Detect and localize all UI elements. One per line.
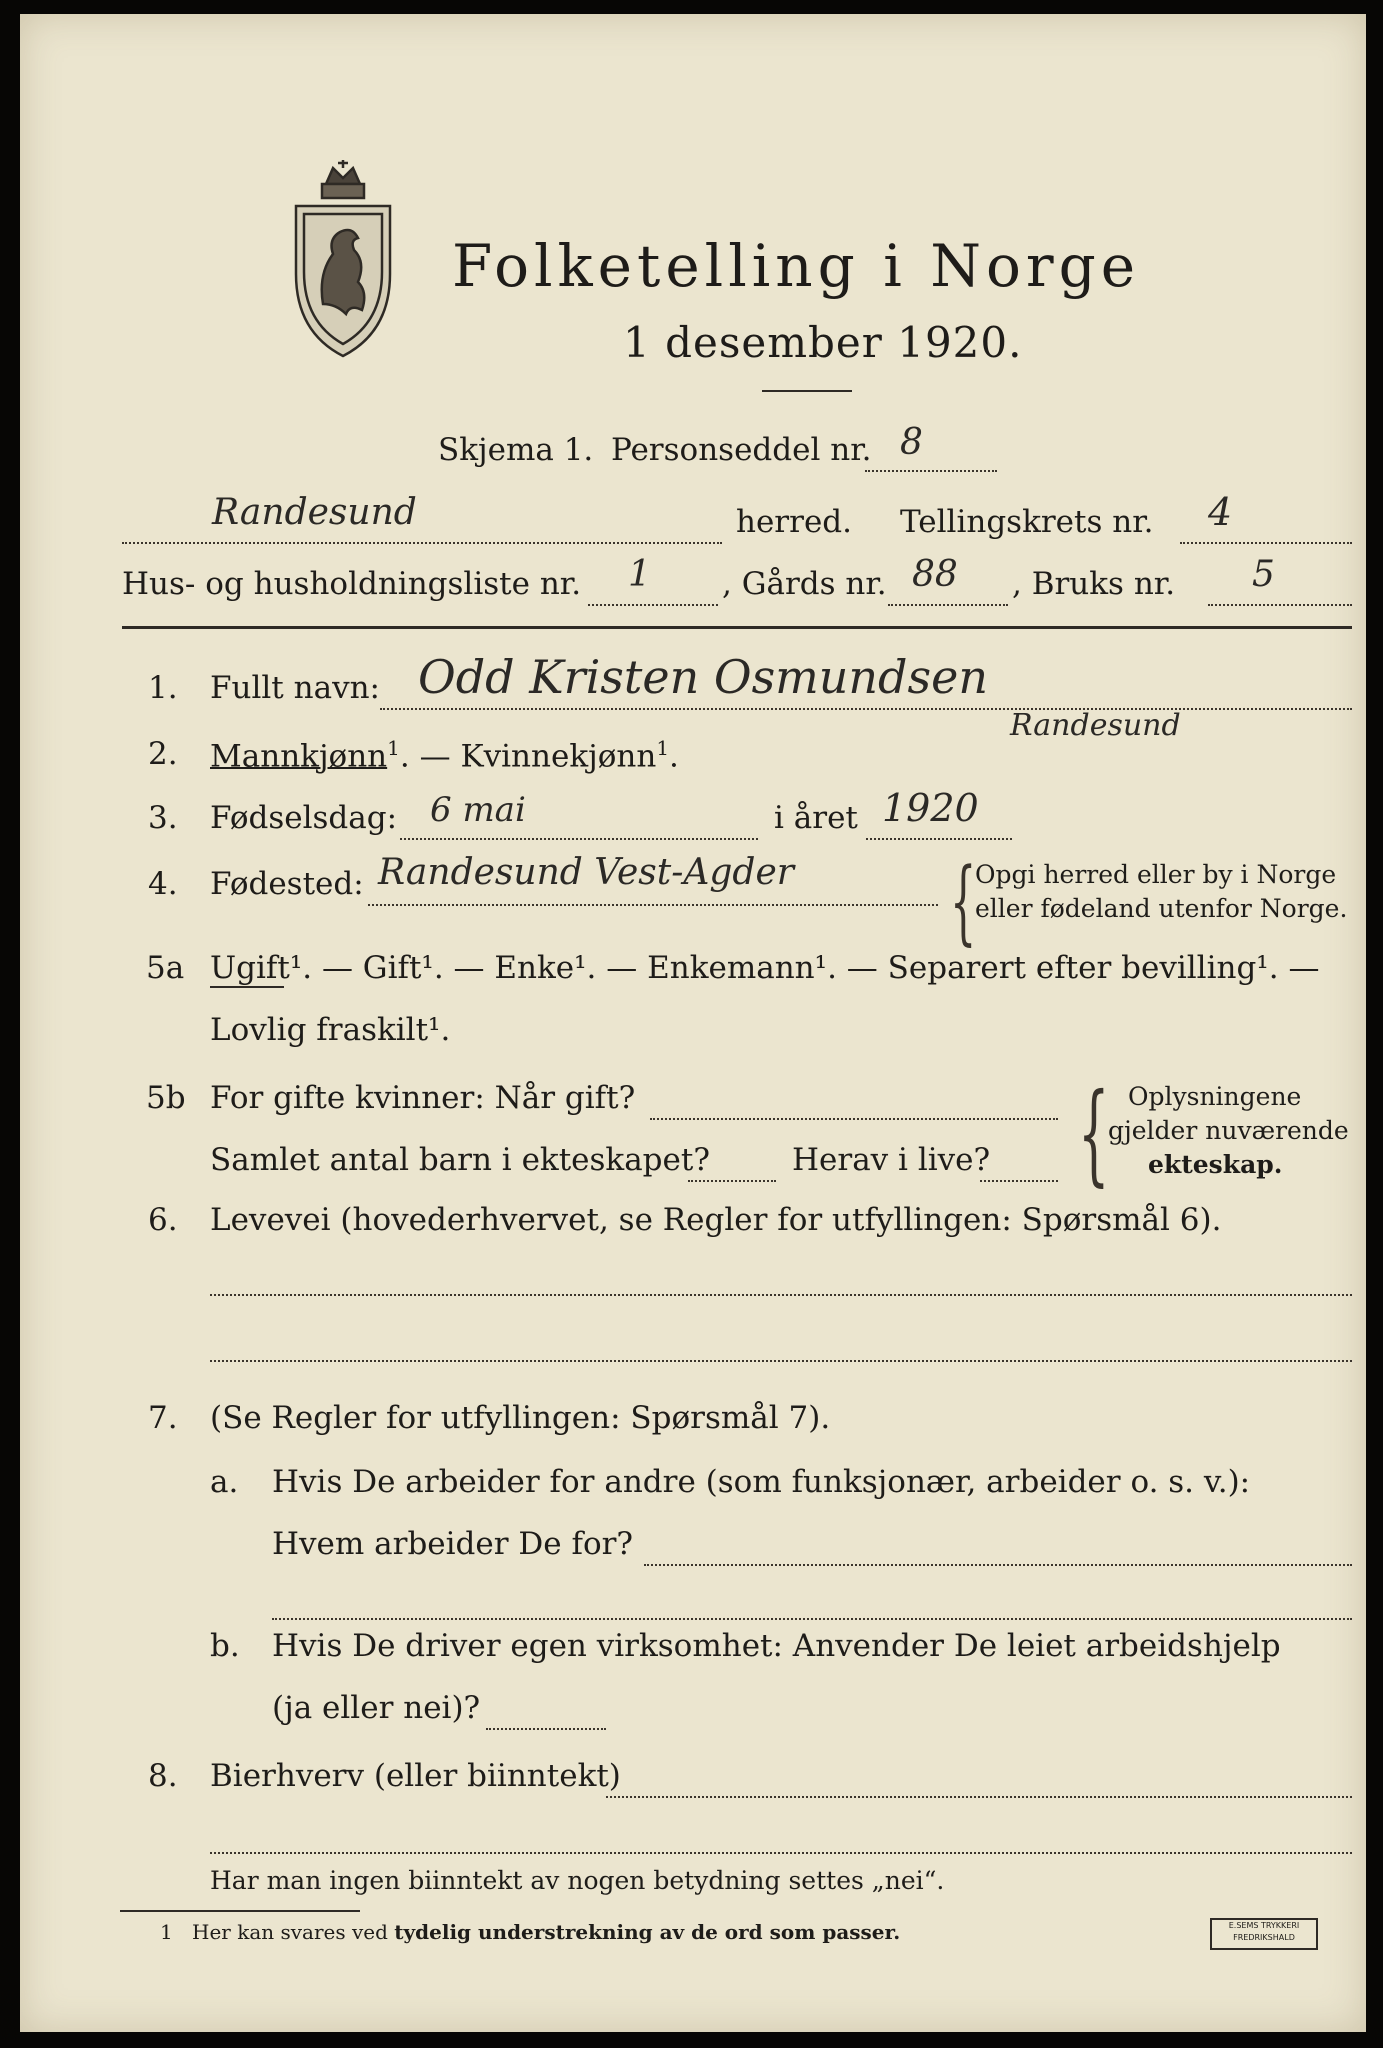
q7b-text-2: (ja eller nei)? — [272, 1690, 481, 1726]
q1-number: 1. — [148, 670, 178, 706]
q5b-note-2: gjelder nuværende — [1108, 1116, 1349, 1145]
side-income-note: Har man ingen biinntekt av nogen betydning settes „nei“. — [210, 1866, 945, 1895]
side-income-field[interactable] — [606, 1796, 1352, 1798]
q8-text: Bierhverv (eller biinntekt) — [210, 1758, 621, 1794]
side-income-field-2[interactable] — [210, 1852, 1352, 1854]
option-mannkjonn[interactable]: Mannkjønn — [210, 738, 388, 775]
gards-value[interactable]: 88 — [912, 554, 958, 595]
census-form-page: Folketelling i Norge 1 desember 1920. Skjema 1. Personseddel nr. 8 Randesund herred. Tellingskrets nr. 4 Hus- og husholdningsliste nr. 1 , Gårds nr. 88 , Bruks nr. 5 1. Fullt navn: Odd Kristen Osmundsen Randesund 2. Mannkjønn$^1$. — Kvinnekjønn$^1$. 3. Fødselsdag: 6 mai i året 1920 4. Fødested: Randesund Vest-Agder { Opgi herred eller by i Norge eller fødeland utenfor Norge. 5a Ugift¹. — Gift¹. — Enke¹. — Enkemann¹. — Separert efter bevilling¹. — Lovlig fraskilt¹. 5b For gifte kvinner: Når gift? Samlet antal barn i ekteskapet? Herav i live? { Oplysningene gjelder nuværende ekteskap. 6. Levevei (hovederhvervet, se Regler for utfyllingen: Spørsmål 6). 7. (Se Regler for utfyllingen: Spørsmål 7). a. Hvis De arbeider for andre (som funksjonær, arbeider o. s. v.): Hvem arbeider De for? b. Hvis De driver egen virksomhet: Anvender De leiet arbeidshjelp (ja eller nei)? 8. Bierhverv (eller biinntekt) Har man ingen biinntekt av nogen betydning settes „nei“. 1 Her kan svares ved tydelig understrekning av de ord som passer. E.SEMS TRYKKERI FREDRIKSHALD — [20, 14, 1366, 2032]
occupation-field-1[interactable] — [210, 1294, 1352, 1296]
footnote-text: Her kan svares ved tydelig understrekning av de ord som passer. — [192, 1920, 901, 1944]
q5b-note-1: Oplysningene — [1128, 1082, 1302, 1111]
herred-label: herred. — [736, 504, 852, 540]
q2-number: 2. — [148, 736, 178, 772]
q7-number: 7. — [148, 1400, 178, 1436]
option-kvinnekjonn[interactable]: Kvinnekjønn — [460, 738, 657, 775]
q5b-line-2b: Herav i live? — [792, 1142, 991, 1178]
q7a-text-2: Hvem arbeider De for? — [272, 1526, 634, 1562]
form-title: Folketelling i Norge — [452, 232, 1141, 300]
printer-stamp: E.SEMS TRYKKERI FREDRIKSHALD — [1210, 1918, 1318, 1950]
q2-options: Mannkjønn$^1$. — Kvinnekjønn$^1$. — [210, 736, 679, 775]
q4-note-2: eller fødeland utenfor Norge. — [975, 894, 1348, 923]
footnote-mark: 1 — [160, 1920, 173, 1944]
year-label: i året — [774, 800, 858, 836]
q7-text: (Se Regler for utfyllingen: Spørsmål 7). — [210, 1400, 831, 1436]
header-rule — [122, 626, 1352, 629]
q6-text: Levevei (hovederhvervet, se Regler for utfyllingen: Spørsmål 6). — [210, 1202, 1222, 1238]
hus-value[interactable]: 1 — [628, 554, 651, 595]
q7b-text: Hvis De driver egen virksomhet: Anvender De leiet arbeidshjelp — [272, 1628, 1281, 1664]
title-divider — [762, 390, 852, 392]
bruks-value[interactable]: 5 — [1252, 554, 1275, 595]
q5b-line-1: For gifte kvinner: Når gift? — [210, 1080, 636, 1116]
full-name-value[interactable]: Odd Kristen Osmundsen — [418, 650, 988, 704]
q6-number: 6. — [148, 1202, 178, 1238]
footnote-rule — [120, 1910, 360, 1912]
hired-help-field[interactable] — [486, 1728, 606, 1730]
norwegian-coat-of-arms-icon — [288, 154, 398, 364]
tellingskrets-label: Tellingskrets nr. — [900, 504, 1154, 540]
occupation-field-2[interactable] — [210, 1360, 1352, 1362]
q5b-line-2a: Samlet antal barn i ekteskapet? — [210, 1142, 710, 1178]
personseddel-label: Personseddel nr. — [611, 432, 872, 468]
birth-year-value[interactable]: 1920 — [882, 786, 979, 830]
herred-value[interactable]: Randesund — [212, 492, 417, 533]
q3-number: 3. — [148, 800, 178, 836]
q8-number: 8. — [148, 1758, 178, 1794]
ugift-underline — [210, 986, 284, 988]
q5a-number: 5a — [146, 950, 185, 986]
hus-label: Hus- og husholdningsliste nr. — [122, 566, 582, 602]
marital-status-options[interactable]: Ugift¹. — Gift¹. — Enke¹. — Enkemann¹. — Separert efter bevilling¹. — — [210, 950, 1320, 986]
q4-number: 4. — [148, 866, 178, 902]
q1-label: Fullt navn: — [210, 670, 380, 706]
full-name-value-2: Randesund — [1010, 708, 1181, 743]
q5b-number: 5b — [146, 1080, 186, 1116]
q5b-note-3: ekteskap. — [1148, 1150, 1283, 1179]
form-date: 1 desember 1920. — [623, 318, 1023, 367]
birthplace-value[interactable]: Randesund Vest-Agder — [378, 852, 794, 893]
q4-label: Fødested: — [210, 866, 364, 902]
bruks-label: , Bruks nr. — [1012, 566, 1176, 602]
q7b-label: b. — [210, 1628, 240, 1664]
personseddel-value[interactable]: 8 — [900, 422, 923, 463]
employer-field[interactable] — [644, 1564, 1352, 1566]
q3-label: Fødselsdag: — [210, 800, 398, 836]
tellingskrets-value[interactable]: 4 — [1208, 490, 1233, 534]
q4-note-1: Opgi herred eller by i Norge — [975, 860, 1337, 889]
skjema-label: Skjema 1. — [438, 432, 594, 468]
gards-label: , Gårds nr. — [722, 566, 887, 602]
q7a-text: Hvis De arbeider for andre (som funksjonær, arbeider o. s. v.): — [272, 1464, 1251, 1500]
q7a-label: a. — [210, 1464, 239, 1500]
employer-field-2[interactable] — [272, 1618, 1352, 1620]
marital-status-options-2[interactable]: Lovlig fraskilt¹. — [210, 1012, 451, 1048]
birthdate-value[interactable]: 6 mai — [430, 790, 526, 830]
